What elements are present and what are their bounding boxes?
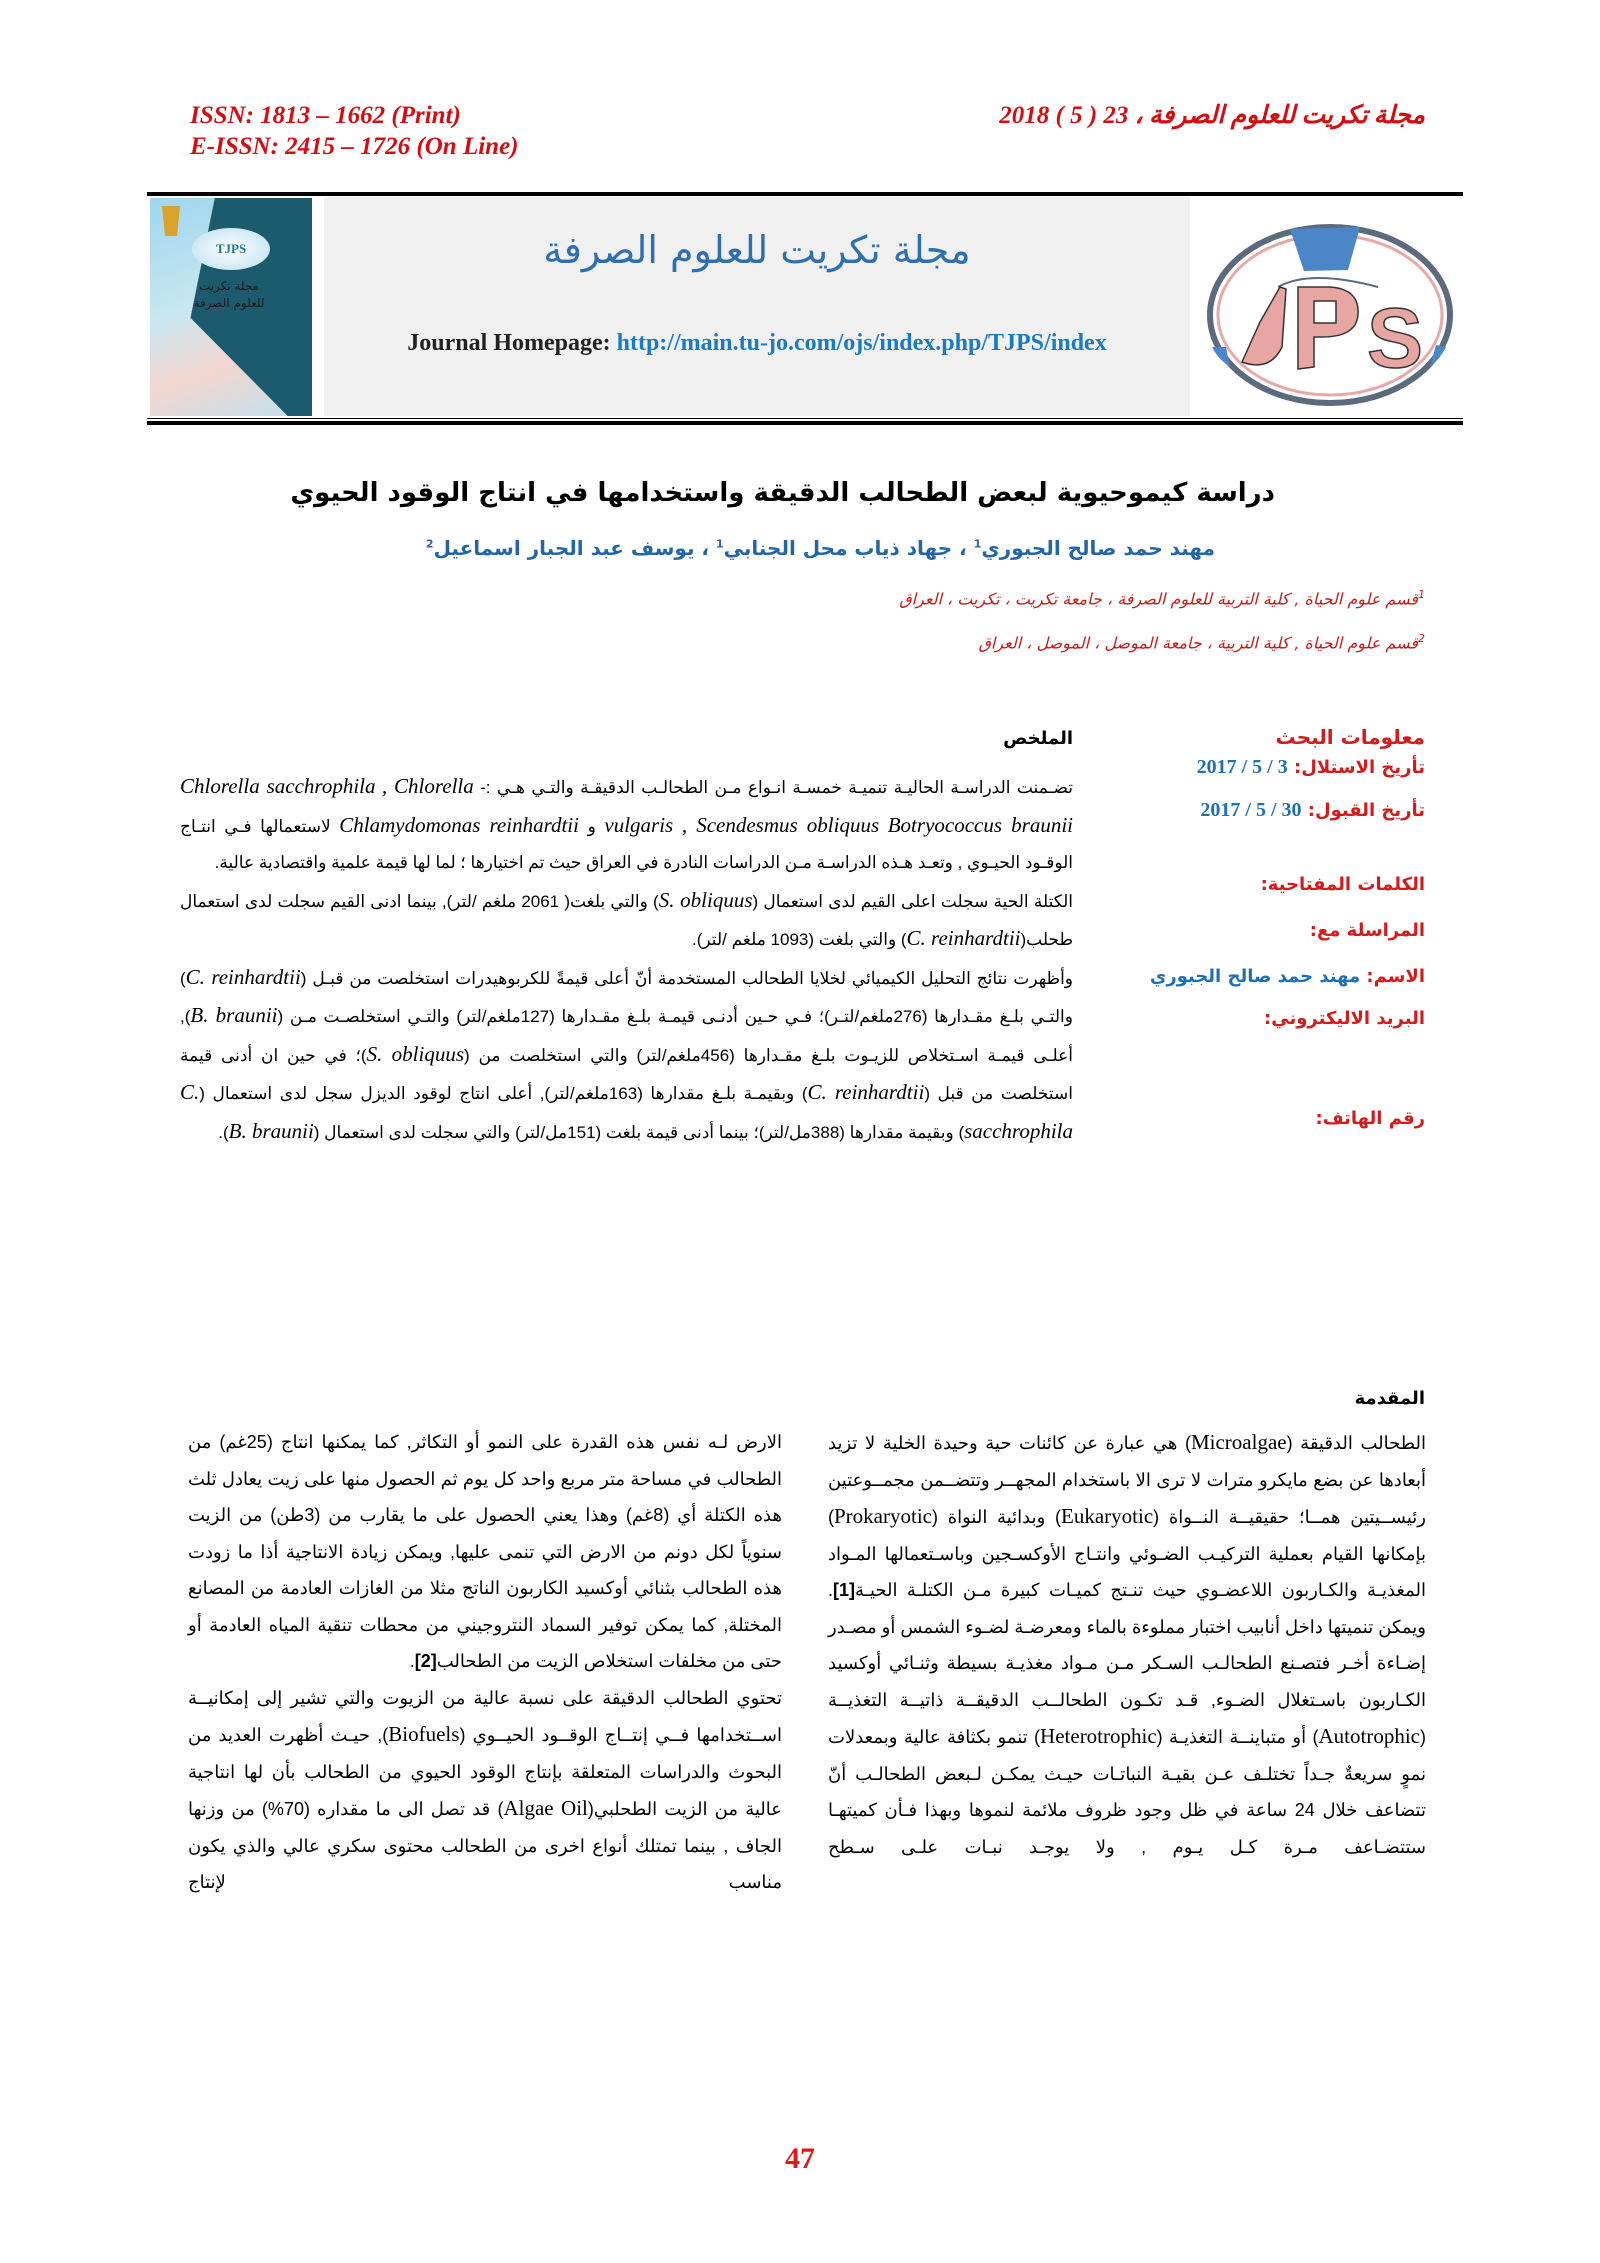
abstract-paragraph-3: وأظهرت نتائج التحليل الكيميائي لخلايا الطحالب المستخدمة أنّ أعلى قيمةً للكربوهيدرات استخلصت من قبـل (C. reinhardtii) والتـي بلـغ مقـدارها (276ملغم/لتـر)؛ فـي حـين أدنـى قيمـة بلـغ مقـدارها (127ملغم/لتر) والتـي استخلصـت مـن (B. braunii), أعلـى قيمـة اسـتخلاص للزيـوت بلـغ مقـدارها (456ملغم/لتر) والتي استخلصت من (S. obliquus)؛ في حين ان أدنى قيمة استخلصت من قبل (C. reinhardtii) وبقيمـة بلـغ مقدارها (163ملغم/لتر), أعلى انتاج لوقود الديزل سجل لدى استعمال (C. sacchrophila) وبقيمة مقدارها (388مل/لتر)؛ بينما أدنى قيمة بلغت (151مل/لتر) والتي سجلت لدى استعمال (B. braunii). — [180, 964, 1074, 1143]
issn-print: ISSN: 1813 – 1662 (Print) — [190, 102, 461, 129]
issn-online: E-ISSN: 2415 – 1726 (On Line) — [190, 133, 519, 160]
introduction-column-left — [188, 1424, 782, 1901]
intro-paragraph: ويمكن تنميتها داخل أنابيب اختبار مملوءة بالماء ومعرضـة لضـوء الشمس أو مصـدر إضـاءة أخـر فتصـنع الطحالـب السـكر مـن مـواد مغذيـة بسيطة وثنـائي أوكسيد الكـاربون باسـتغلال الضـوء, قـد تكـون الطحالــب الدقيقــة ذاتيــة التغذيــة (Autotrophic) أو متباينــة التغذيـة (Heterotrophic) تنمو بكثافة عالية وبمعدلات نموٍ سريعةٌ جـداً تختلـف عـن بقيـة النباتـات حيـث يمكـن لـبعض الطحالـب أنّ تتضاعف خلال 24 ساعة في ظل وجود ظروف ملائمة لنموها وبهذا فـأن كميتهـا ستتضـاعف مـرة كـل يـوم , ولا يوجـد نبـات علـى سـطح — [828, 1616, 1426, 1857]
journal-homepage — [324, 330, 1190, 357]
author-name: جهاد ذياب محل الجنابي — [723, 536, 953, 560]
author-name: مهند حمد صالح الجبوري — [981, 536, 1215, 560]
affiliation-2: $^2$قسم علوم الحياة , كلية التربية ، جامعة الموصل ، الموصل ، العراق — [978, 632, 1425, 653]
journal-cover-image — [150, 198, 312, 416]
tjps-logo-icon — [1190, 197, 1463, 416]
corresponding-name: الاسم: مهند حمد صالح الجبوري — [1149, 966, 1425, 987]
issn-block — [190, 100, 519, 162]
abstract-paragraph-1: تضـمنت الدراسـة الحاليـة تنميـة خمسـة انـواع مـن الطحالـب الدقيقـة والتـي هـي :- Chlorella sacchrophila , Chlorella vulgaris , Scendesmus obliquus Botryococcus braunii و Chlamydomonas reinhardtii لاستعمالها فـي انتـاج الوقـود الحيـوي , وتعـد هـذه الدراسـة مـن الدراسات النادرة في العراق حيث تم اختيارها ؛ لما لها قيمة علمية واقتصادية عالية. — [180, 774, 1073, 872]
citation-ref: [1] — [833, 1580, 856, 1600]
university-emblem-icon — [156, 206, 186, 236]
correspondence-label: المراسلة مع: — [1309, 920, 1425, 941]
citation-ref: [2] — [414, 1651, 437, 1671]
abstract-body — [180, 768, 1073, 1151]
introduction-column-right — [828, 1424, 1426, 1865]
abstract-paragraph-2: الكتلة الحية سجلت اعلى القيم لدى استعمال (S. obliquus) والتي بلغت( 2061 ملغم /لتر), بينما ادنى القيم سجلت لدى استعمال طحلب(C. reinhardtii) والتي بلغت (1093 ملغم /لتر). — [180, 887, 1073, 950]
received-date: تأريخ الاستلال: 3 / 5 / 2017 — [1196, 756, 1425, 778]
cover-badge: TJPS — [192, 228, 270, 270]
intro-paragraph: الارض لـه نفس هذه القدرة على النمو أو التكاثر, كما يمكنها انتاج (25غم) من الطحالب في مساحة متر مربع واحد كل يوم ثم الحصول منها على زيت يعادل ثلث هذه الكتلة أي (8غم) وهذا يعني الحصول على ما يقارب من (3طن) من الزيت سنوياً لكل دونم من الارض التي تنمى عليها, ويمكن زيادة الانتاجية أذا ما زودت هذه الطحالب بثنائي أوكسيد الكاربون الناتج مثلا من الغازات العادمة من المصانع المختلة, كما يمكن توفير السماد النتروجيني من محطات تنقية المياه العادمة أو حتى من مخلفات استخلاص الزيت من الطحالب[2]. — [188, 1432, 782, 1671]
affiliation-1: $^1$قسم علوم الحياة , كلية التربية للعلوم الصرفة ، جامعة تكريت ، تكريت ، العراق — [899, 588, 1425, 609]
journal-name-arabic: مجلة تكريت للعلوم الصرفة — [543, 228, 971, 272]
banner-bottom-rule — [147, 421, 1463, 425]
author-list: مهند حمد صالح الجبوري$^1$ ، جهاد ذياب محل الجنابي$^1$ ، يوسف عبد الجبار اسماعيل$^2$ — [425, 536, 1215, 560]
email-label: البريد الاليكتروني: — [1264, 1008, 1425, 1029]
abstract-heading: الملخص — [1003, 728, 1073, 749]
phone-label: رقم الهاتف: — [1315, 1108, 1425, 1129]
author-name: يوسف عبد الجبار اسماعيل — [433, 536, 695, 560]
homepage-label: Journal Homepage: — [407, 330, 617, 356]
article-info-panel — [1105, 722, 1425, 1134]
info-heading: معلومات البحث — [1275, 725, 1425, 749]
intro-paragraph: الطحالب الدقيقة (Microalgae) هي عبارة عن كائنات حية وحيدة الخلية لا تزيد أبعادها عن بضع مايكرو مترات لا ترى الا باستخدام المجهــر وتتضــمن مجمــوعتين رئيســيتين همــا؛ حقيقيــة النــواة (Eukaryotic) وبدائية النواة (Prokaryotic) بإمكانها القيام بعملية التركيـب الضـوئي وانتـاج الأوكسـجين وباسـتعمالها المـواد المغذيـة والكـاربون اللاعضـوي حيث تنـتج كميـات كبيرة مـن الكتلـة الحيـة[1]. — [828, 1430, 1426, 1600]
article-title: دراسة كيموحيوية لبعض الطحالب الدقيقة واستخدامها في انتاج الوقود الحيوي — [290, 478, 1275, 508]
homepage-link[interactable]: http://main.tu-jo.com/ojs/index.php/TJPS/index — [616, 330, 1107, 356]
introduction-heading: المقدمة — [1354, 1388, 1425, 1409]
page-number: 47 — [785, 2142, 815, 2175]
banner-bottom-rule-thin — [147, 418, 1463, 419]
keywords-label: الكلمات المفتاحية: — [1260, 874, 1425, 895]
intro-paragraph: تحتوي الطحالب الدقيقة على نسبة عالية من الزيوت والتي تشير إلى إمكانيــة اســتخدامها فــي إنتــاج الوقــود الحيــوي (Biofuels), حيـث أظهرت العديد من البحوث والدراسات المتعلقة بإنتاج الوقود الحيوي من الطحالب بأن لها انتاجية عالية من الزيت الطحلبي(Algae Oil) قد تصل الى ما مقداره (70%) من وزنها الجاف , بينما تمتلك أنواع اخرى من الطحالب محتوى سكري عالي والذي يكون مناسب لإنتاج — [188, 1687, 782, 1892]
accepted-date: تأريخ القبول: 30 / 5 / 2017 — [1200, 799, 1425, 821]
banner-top-rule — [147, 192, 1463, 196]
journal-citation: مجلة تكريت للعلوم الصرفة ، 23 ( 5 ) 2018 — [999, 102, 1425, 129]
cover-title: مجلة تكريت للعلوم الصرفة — [193, 279, 265, 310]
svg-text:S: S — [1366, 291, 1424, 385]
